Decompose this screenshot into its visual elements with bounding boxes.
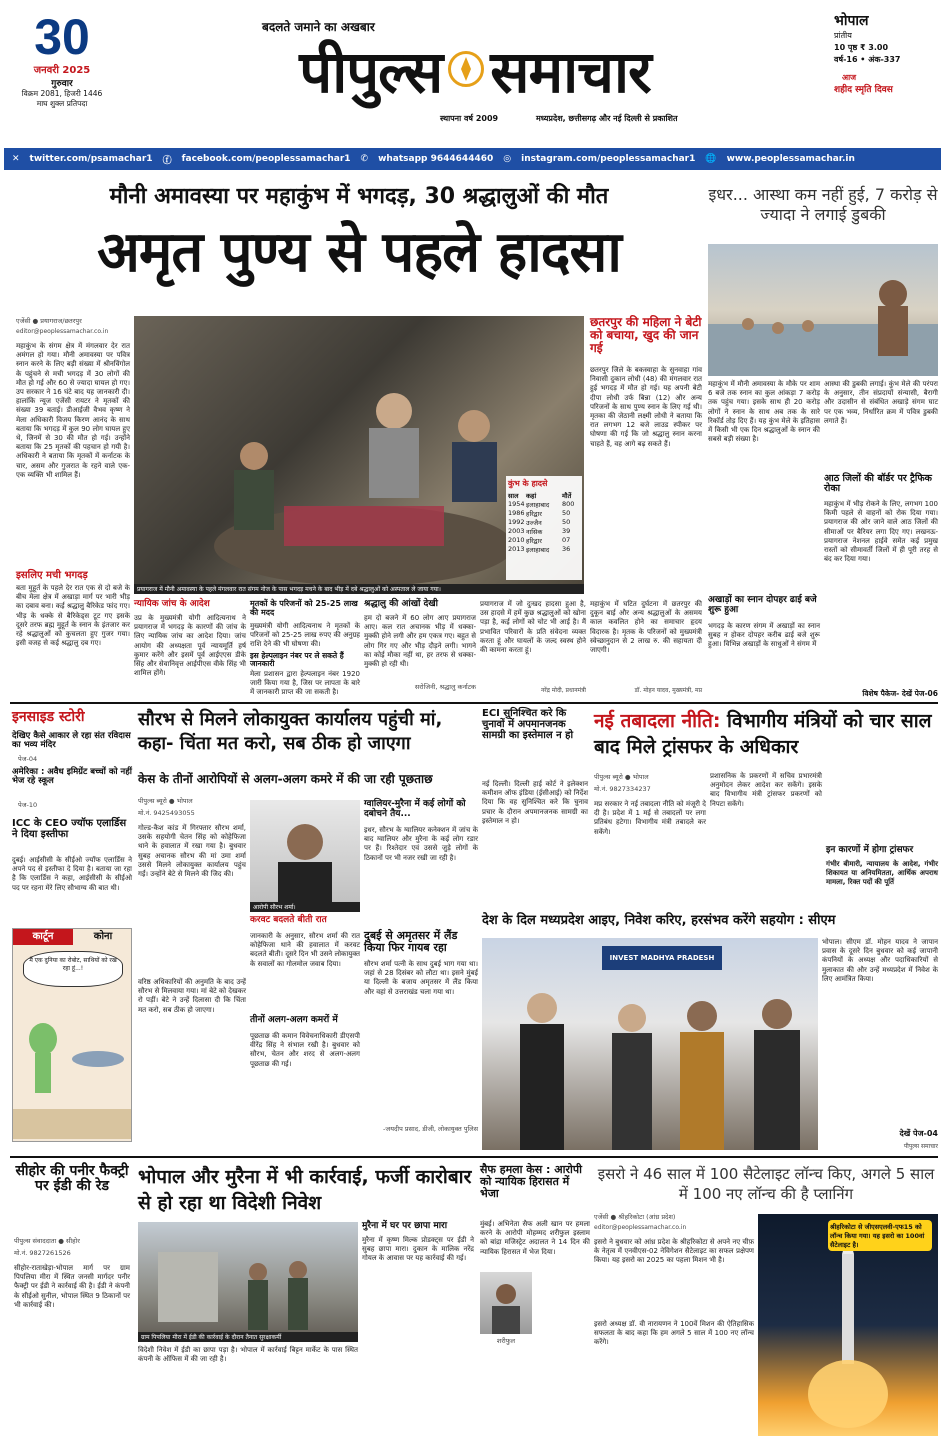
publication-states: मध्यप्रदेश, छत्तीसगढ़ और नई दिल्ली से प्रकाशित xyxy=(536,114,678,123)
history-row: 2003 नासिक 39 xyxy=(508,527,571,536)
compensation-body: मुख्यमंत्री योगी आदित्यनाथ ने मृतकों के परिजनों को 25-25 लाख रुपए की अनुग्रह राशि देने की भी घोषणा की। xyxy=(250,622,360,649)
transfer-headline-rest: विभागीय मंत्रियों को चार साल बाद मिले ट्रांसफर के अधिकार xyxy=(594,710,932,758)
weekday: गुरुवार xyxy=(51,79,73,89)
history-title: कुंभ के हादसे xyxy=(508,479,548,488)
dip-photo xyxy=(708,244,938,376)
inside-item-1[interactable]: देखिए कैसे आकार ले रहा संत रविदास का भव्य मंदिर xyxy=(12,731,131,751)
modi-quote: प्रयागराज में जो दुःखद हादसा हुआ है, उस हादसे में हमें कुछ श्रद्धालुओं को खोना पड़ा है, कई लोगों को चोट भी आई है। मैं प्रभावित परिवारों के प्रति संवेदना व्यक्त करता हूं और घायलों के जल्द स्वस्थ होने की कामना करता हूं। xyxy=(480,600,586,655)
lead-subhead: इसलिए मची भगदड़ xyxy=(16,570,88,581)
saif-headline: सैफ हमला केस : आरोपी को न्यायिक हिरासत में भेजा xyxy=(480,1163,582,1201)
isro-body2: इसरो अध्यक्ष डॉ. वी नारायणन ने 100वें मिशन की ऐतिहासिक सफलता के बाद कहा कि हम अगले 5 साल में 100 नए लॉन्च करेंगे। xyxy=(594,1320,754,1347)
cartoon-label: कार्टून xyxy=(13,929,73,945)
vikram-samvat: विक्रम 2081, हिजरी 1446 xyxy=(21,89,103,98)
pen-logo-icon xyxy=(448,51,484,87)
pages-price: 10 पृष्ठ ₹ 3.00 xyxy=(834,43,889,52)
social-website[interactable]: www.peoplessamachar.in xyxy=(726,154,855,164)
invest-credit: पीपुल्स समाचार xyxy=(903,1143,938,1150)
bhopal-headline: भोपाल और मुरैना में भी कार्रवाई, फर्जी कारोबार से हो रहा था विदेशी निवेश xyxy=(138,1166,472,1214)
isro-email: editor@peoplessamachar.co.in xyxy=(594,1224,687,1231)
helpline-body: मेला प्रशासन द्वारा हेल्पलाइन नंबर 1920 जारी किया गया है, जिस पर लापता के बारे में जानकारी प्राप्त की जा सकती है। xyxy=(250,670,360,697)
city: भोपाल xyxy=(834,13,869,29)
transfer-headline xyxy=(594,708,938,760)
invest-body: भोपाल। सीएम डॉ. मोहन यादव ने जापान प्रवास के दूसरे दिन बुधवार को कई जापानी कंपनियों के अध्यक्ष और पदाधिकारियों से मुलाकात की और उन्हें मध्यप्रदेश में निवेश के लिए आमंत्रित किया। xyxy=(822,938,938,983)
stampede-photo xyxy=(134,316,584,594)
twitter-icon: ✕ xyxy=(12,154,20,164)
invest-photo xyxy=(482,938,818,1150)
modi-author: नरेंद्र मोदी, प्रधानमंत्री xyxy=(540,687,586,694)
inquiry-body: उप्र के मुख्यमंत्री योगी आदित्यनाथ ने प्रयागराज में भगदड़ के कारणों की जांच के लिए न्यायिक जांच का आदेश दिया। जांच आयोग की अध्यक्षता पूर्व न्यायमूर्ति हर्ष कुमार करेंगे और इसमें पूर्व आईएएस डीके सिंह और सेवानिवृत्त आईपीएस वीके सिंह भी शामिल होंगे। xyxy=(134,614,246,678)
akhada-headline: अखाड़ों का स्नान दोपहर ढाई बजे शुरू हुआ xyxy=(708,595,817,615)
edition: प्रांतीय xyxy=(834,31,852,40)
stampede-photo-caption: प्रयागराज में मौनी अमावस्या के पहले मंगलवार रात संगम नोज के पास भगदड़ मचने के बाद भीड़ में दबे श्रद्धालुओं को अस्पताल ले जाया गया। xyxy=(134,584,584,594)
witness-author: सरोजिनी, श्रद्धालु कर्नाटक xyxy=(414,683,476,691)
eci-body: नई दिल्ली। दिल्ली हाई कोर्ट ने इलेक्शन कमीशन ऑफ इंडिया (ईसीआई) को निर्देश दिया कि वह सुनिश्चित करे कि चुनाव प्रचार के दौरान अपमानजनक सामग्री का इस्तेमाल न हो। xyxy=(482,780,588,825)
social-twitter[interactable]: twitter.com/psamachar1 xyxy=(29,154,153,164)
dubai-body: सौरभ शर्मा पत्नी के साथ दुबई भाग गया था। जहां से 28 दिसंबर को लौटा था। इसने मुंबई या दिल्ली के बजाय अमृतसर में लैंड किया और वहां से उत्तराखंड चला गया था। xyxy=(364,960,478,996)
compensation-headline: मृतकों के परिजनों को 25-25 लाख की मदद xyxy=(250,599,358,617)
shariful-caption: शरीफुल xyxy=(496,1337,516,1345)
lead-email: editor@peoplessamachar.co.in xyxy=(16,328,109,335)
issue-number: वर्ष-16 • अंक-337 xyxy=(834,55,901,64)
tagline: बदलते जमाने का अखबार xyxy=(262,20,375,34)
right-lead-body1: महाकुंभ में मौनी अमावस्या के मौके पर शाम 6 बजे तक स्नान का कुल आंकड़ा 7 करोड़ तक पहुंच गया। इसके साथ ही 20 करोड़ लोगों ने स्नान के साथ अब तक के सारे रिकॉर्ड तोड़ दिए हैं। यह कुंभ मेले के इतिहास में किसी भी एक दिन श्रद्धालुओं के स्नान की सबसे बड़ी संख्या है। xyxy=(708,380,820,444)
transfer-body: मप्र सरकार ने नई तबादला नीति को मंजूरी दे दी है। प्रदेश में 1 मई से तबादलों पर लगा प्रतिबंध हटेगा। विभागीय मंत्री तबादले कर सकेंगे। xyxy=(594,800,706,836)
history-row: 2010 हरिद्वार 07 xyxy=(508,536,571,545)
divider-line xyxy=(10,1156,938,1158)
title-right: समाचार xyxy=(490,37,651,106)
cartoon-corner-label: कोना xyxy=(93,931,113,942)
edition-block xyxy=(834,12,942,122)
cartoon-bubble: मैं एक दुनिया का रोबोट, साथियों को रख रहा हूं...! xyxy=(23,951,123,987)
lokayukt-body2: वरिष्ठ अधिकारियों की अनुमति के बाद उन्हें सौरभ से मिलवाया गया। मां बेटे को देखकर रो पड़ीं। बेटे ने उन्हें दिलासा दी कि चिंता मत करो, सब ठीक हो जाएगा। xyxy=(138,978,246,1014)
history-row: 1986 हरिद्वार 50 xyxy=(508,509,571,518)
inside-page-2: पेज-10 xyxy=(18,801,38,809)
icc-body: दुबई। आईसीसी के सीईओ ज्यॉफ एलार्डिस ने अपने पद से इस्तीफा दे दिया है। बताया जा रहा है कि एलार्डिस ने कहा, आईसीसी के सीईओ पद पर रहना मेरे लिए सौभाग्य की बात थी। xyxy=(12,856,132,892)
social-whatsapp[interactable]: whatsapp 9644644460 xyxy=(378,154,494,164)
saif-body: मुंबई। अभिनेता सैफ अली खान पर हमला करने के आरोपी मोहम्मद शरीफुल इस्लाम को बांद्रा मजिस्ट्रेट अदालत ने 14 दिन की न्यायिक हिरासत में भेज दिया। xyxy=(480,1220,590,1256)
ed-raid-photo-caption: ग्राम पिपलिया मीरा में ईडी की कार्रवाई के दौरान तैनात सुरक्षाकर्मी xyxy=(138,1332,358,1342)
facebook-icon: ⓕ xyxy=(162,155,172,166)
isro-headline: इसरो ने 46 साल में 100 सैटेलाइट लॉन्च किए, अगले 5 साल में 100 नए लॉन्च की है प्लानिंग xyxy=(597,1165,935,1203)
saurabh-photo xyxy=(250,800,360,912)
helpline-headline: इस हेल्पलाइन नंबर पर ले सकते हैं जानकारी xyxy=(250,651,344,669)
social-instagram[interactable]: instagram.com/peoplessamachar1 xyxy=(521,154,696,164)
lokayukt-byline: पीपुल्स ब्यूरो ● भोपाल xyxy=(138,797,193,805)
border-traffic-body: महाकुंभ में भीड़ रोकने के लिए, लगभग 100 किमी पहले से वाहनों को रोक दिया गया। प्रयागराज की ओर जाने वाले आठ जिलों की सीमाओं पर बैरियर लगा दिए गए। लखनऊ-प्रयागराज नेशनल हाईवे समेत कई प्रमुख रास्तों को सीमावर्ती जिलों में ही पूरी तरह से बंद कर दिया गया। xyxy=(824,500,938,564)
akhada-body: भगदड़ के कारण संगम में अखाड़ों का स्नान सुबह न होकर दोपहर करीब ढाई बजे शुरू हुआ। विभिन्न अखाड़ों के साधुओं ने संगम में xyxy=(708,622,820,649)
lead-body: महाकुंभ के संगम क्षेत्र में मंगलवार देर रात अमंगल हो गया। मौनी अमावस्या पर पवित्र स्नान करने के लिए बड़ी संख्या में श्रीनविंगोल के पहुंचने से मची भगदड़ में 30 लोगों की मौत हो गई और 60 से ज्यादा घायल हो गए। उप सरकार ने 16 घंटे बाद यह जानकारी दी। हालांकि न्यूज एजेंसी रायटर ने मृतकों की संख्या 39 बताई। डीआईजी वैभव कृष्ण ने मेला अधिकारी विजय किरण आनंद के साथ बताया कि भगदड़ में कुल 90 लोग घायल हुए थे, जिनमें से 30 की मौत हो गई। उन्होंने बताया कि 25 मृतकों की पहचान हो गयी है। अधिकारी ने बताया कि मृतकों में कर्नाटक के चार, असम और गुजरात के रहने वाले एक-एक व्यक्ति भी शामिल हैं। xyxy=(16,342,130,479)
lokayukt-mobile: मो.नं. 9425493055 xyxy=(138,809,195,817)
right-lead-body2: आस्था की डुबकी लगाई। कुंभ मेले की परंपरा के अनुसार, तीन संप्रदायों संन्यासी, बैरागी और उदासीन से संबंधित अखाड़े संगम घाट पर एक भव्य, निर्धारित क्रम में पवित्र डुबकी लगाते हैं। xyxy=(824,380,938,425)
morena-headline: मुरैना में घर पर छापा मारा xyxy=(362,1221,448,1231)
web-icon: 🌐 xyxy=(705,154,717,164)
transfer-headline-policy: नई तबादला नीति: xyxy=(594,710,721,732)
witness-headline: श्रद्धालु की आंखों देखी xyxy=(364,599,439,609)
sehore-headline: सीहोर की पनीर फैक्ट्री पर ईडी की रेड xyxy=(15,1163,129,1195)
history-row: 1954 इलाहाबाद 800 xyxy=(508,500,575,509)
inside-title: इनसाइड स्टोरी xyxy=(12,709,85,725)
night-body: जानकारी के अनुसार, सौरभ शर्मा की रात कोहेफिजा थाने की हवालात में करवट बदलते बीती। दूसरे दिन भी उसने लोकायुक्त के सवालों का गोलमोल जवाब दिया। xyxy=(250,932,360,968)
inside-item-2[interactable]: अमेरिका : अवैध इमिग्रेंट बच्चों को नहीं भेज रहे स्कूल xyxy=(12,767,132,787)
tithi: माघ शुक्ल प्रतिपदा xyxy=(36,99,88,108)
lead-byline: एजेंसी ● प्रयागराज/छतरपुर xyxy=(16,317,82,325)
date-number: 30 xyxy=(34,9,90,65)
rocket-photo-caption: श्रीहरिकोटा से जीएसएलवी-एफ15 को लॉन्च किया गया। यह इसरो का 100वां सैटेलाइट है। xyxy=(828,1220,932,1251)
date-month: जनवरी 2025 xyxy=(33,65,91,76)
sehore-body: सीहोर-राताखेड़ा-भोपाल मार्ग पर ग्राम पिपलिया मीरा में स्थित जनसी मार्गदर पनीर फैक्ट्री पर ईडी ने कार्रवाई की है। ईडी ने कंपनी के सीईओ सुनील, भोपाल स्थित 9 ठिकानों पर भी कार्रवाई की। xyxy=(14,1264,130,1309)
transfer-body2: प्रशासनिक के प्रकरणों में सचिव प्रभारमंत्री अनुमोदन लेकर आदेश कर सकेंगे। इसके बाद विभागीय मंत्री ट्रांसफर प्रकरणों को निपटा सकेंगे। xyxy=(710,772,822,808)
newspaper-title xyxy=(160,30,790,108)
isro-body: इसरो ने बुधवार को आंध्र प्रदेश के श्रीहरिकोटा से अपने नए चीफ़ के नेतृत्व में एनवीएस-02 नेविगेशन सैटेलाइट का सफल प्रक्षेपण किया। यह इसरो का 2025 का पहला मिशन भी है। xyxy=(594,1238,754,1265)
special-package-ref: विशेष पैकेज- देखें पेज-06 xyxy=(862,689,938,698)
chhatarpur-headline: छतरपुर की महिला ने बेटी को बचाया, खुद की जान गई xyxy=(590,315,702,356)
gwalior-headline: ग्वालियर-मुरैना में कई लोगों को दबोचने तैय... xyxy=(364,799,466,819)
lead-sub-body: बता मुहूर्त के पहले देर रात एक से दो बजे के बीच मेला क्षेत्र में अखाड़ा मार्ग पर भारी भीड़ का दबाव बना। कई श्रद्धालु बैरिकेड फांद गए। भीड़ के धक्के से बैरिकेड्स टूट गए इसके दूसरे तरफ ब्रह्म मुहूर्त के स्नान के इंतजार कर रहे श्रद्धालुओं को कुचलता हुए गुजर गया। इसी वजह से कई श्रद्धालु दब गए। xyxy=(16,584,130,648)
saurabh-photo-caption: आरोपी सौरभ शर्मा। xyxy=(250,902,360,912)
date-block xyxy=(6,9,118,108)
divider-line xyxy=(10,702,938,704)
witness-body: हम दो बजने में 60 लोग आए प्रयागराज आए। कल रात अचानक भीड़ में धक्का-मुक्की होने लगी और हम एकत्र गए। बहुत से लोग गिर गए और भीड़ दौड़ने लगी। भागने का कोई मौका नहीं था, हर तरफ से धक्का-मुक्की हो रही थी। xyxy=(364,614,476,669)
today-event: शहीद स्मृति दिवस xyxy=(834,85,893,95)
transfer-reasons-body: गंभीर बीमारी, न्यायालय के आदेश, गंभीर शिकायत या अनियमितता, आर्थिक अपराध मामला, रिक्त पदों की पूर्ति xyxy=(826,860,938,887)
ed-raid-photo xyxy=(138,1222,358,1342)
border-traffic-headline: आठ जिलों की बॉर्डर पर ट्रैफिक रोका xyxy=(824,473,932,495)
whatsapp-icon: ✆ xyxy=(360,154,369,164)
founded-year: स्थापना वर्ष 2009 xyxy=(440,114,499,123)
invest-ref: देखें पेज-04 xyxy=(899,1129,938,1138)
instagram-icon: ◎ xyxy=(503,154,512,164)
inside-page-1: पेज-04 xyxy=(18,755,38,763)
night-headline: करवट बदलते बीती रात xyxy=(250,915,327,925)
mohan-author: डॉ. मोहन यादव, मुख्यमंत्री, मप्र xyxy=(634,687,702,694)
right-lead-headline: इधर... आस्था कम नहीं हुई, 7 करोड़ से ज्यादा ने लगाई डुबकी xyxy=(708,185,938,224)
history-row: 2013 इलाहाबाद 36 xyxy=(508,545,571,554)
lokayukt-headline: सौरभ से मिलने लोकायुक्त कार्यालय पहुंची मां, कहा- चिंता मत करो, सब ठीक हो जाएगा xyxy=(138,709,443,754)
gwalior-body: इधर, सौरभ के ग्वालियर कनेक्शन में जांच के बाद ग्वालियर और मुरैना के कई लोग रडार पर हैं। रिश्तेदार एवं उससे जुड़े लोगों के ठिकानों पर भी नजर रखी जा रही है। xyxy=(364,826,478,862)
isro-byline: एजेंसी ● श्रीहरिकोटा (आंध्र प्रदेश) xyxy=(594,1213,676,1221)
sehore-byline: पीपुल्स संवाददाता ● सीहोर xyxy=(14,1237,80,1245)
rooms-headline: तीनों अलग-अलग कमरों में xyxy=(250,1015,338,1025)
bhopal-body: विदेशी निवेश में ईडी का छापा पड़ा है। भोपाल में कार्रवाई बिट्टन मार्केट के पास स्थित कंपनी के ऑफिस में की जा रही है। xyxy=(138,1346,358,1364)
kumbh-history-box xyxy=(506,476,582,580)
today-label: आज xyxy=(842,73,857,82)
transfer-byline: पीपुल्स ब्यूरो ● भोपाल xyxy=(594,773,649,781)
social-bar xyxy=(4,148,941,170)
invest-headline: देश के दिल मध्यप्रदेश आइए, निवेश करिए, हरसंभव करेंगे सहयोग : सीएम xyxy=(482,913,836,928)
history-header: साल कहां मौतें xyxy=(508,492,572,500)
dubai-headline: दुबई से अमृतसर में लैंड किया फिर गायब रहा xyxy=(364,929,458,955)
inquiry-headline: न्यायिक जांच के आदेश xyxy=(134,599,210,609)
transfer-reasons-headline: इन कारणों में होगा ट्रांसफर xyxy=(826,845,914,855)
eci-headline: ECI सुनिश्चित करे कि चुनावों में अपमानजनक सामग्री का इस्तेमाल न हो xyxy=(482,708,574,741)
mohan-quote: महाकुंभ में घटित दुर्घटना में छतरपुर की दुकून बाई और अन्य श्रद्धालुओं के असमय काल कवलित होने का समाचार हृदय विदारक है। मृतक के परिजनों को मुख्यमंत्री स्वेच्छानुदान से 2 लाख रु. की सहायता दी जाएगी। xyxy=(590,600,702,655)
lead-kicker: मौनी अमावस्या पर महाकुंभ में भगदड़, 30 श्रद्धालुओं की मौत xyxy=(109,184,609,209)
alien-cartoon-icon xyxy=(13,999,131,1139)
chhatarpur-body: छतरपुर जिले के बकस्वाहा के सुनवाहा गांव निवासी दुकान लोधी (48) की मंगलवार रात हुई भगदड़ में मौत हो गई। यह अपनी बेटी दीपा लोधी उर्फ बिन्ना (12) और अन्य परिजनों के साथ पुण्य स्नान के लिए गई थी। मृतका की जेठानी लक्ष्मी लोधी ने बताया कि रात लगभग 12 बजे लाउड स्पीकर पर घोषणा की गई कि जो श्रद्धालु स्नान करना चाहते हैं, वह आगे बढ़ सकते हैं। xyxy=(590,366,702,448)
morena-body: मुरैना में कृष्ण मिल्क प्रोडक्ट्स पर ईडी ने सुबह छापा मारा। दुकान के मालिक नरेंद्र गोयल के आवास पर यह कार्रवाई की गई। xyxy=(362,1236,474,1263)
lokayukt-kicker: केस के तीनों आरोपियों से अलग-अलग कमरे में की जा रही पूछताछ xyxy=(138,772,433,786)
cartoon-box xyxy=(12,928,132,1142)
sehore-mobile: मो.नं. 9827261526 xyxy=(14,1249,71,1257)
transfer-mobile: मो.नं. 9827334237 xyxy=(594,785,651,793)
rooms-body: पूछताछ की कमान विवेचनाधिकारी डीएसपी वीरेंद्र सिंह ने संभाल रखी है। बुधवार को सौरभ, चेतन और शरद से अलग-अलग पूछताछ की गई। xyxy=(250,1032,360,1068)
title-left: पीपुल्स xyxy=(299,37,443,106)
history-row: 1992 उज्जैन 50 xyxy=(508,518,571,527)
icc-headline: ICC के CEO ज्यॉफ एलार्डिस ने दिया इस्तीफा xyxy=(12,818,127,840)
dubai-author: -जयदीप प्रसाद, डीजी, लोकायुक्त पुलिस xyxy=(383,1125,478,1133)
lead-headline: अमृत पुण्य से पहले हादसा xyxy=(97,219,621,285)
shariful-photo xyxy=(480,1272,532,1334)
social-facebook[interactable]: facebook.com/peoplessamachar1 xyxy=(181,154,351,164)
rocket-launch-photo xyxy=(758,1214,938,1436)
invest-banner: INVEST MADHYA PRADESH xyxy=(602,946,722,970)
lokayukt-body: गोल्ड-कैश कांड में गिरफ्तार सौरभ शर्मा, उसके सहयोगी चेतन सिंह को कोहेफिजा थाने के हवालात में रखा गया है। बुधवार सुबह अचानक सौरभ की मां उमा शर्मा उससे मिलने लोकायुक्त कार्यालय पहुंच गईं। उन्होंने बेटे से मिलने की जिद की। xyxy=(138,824,246,879)
